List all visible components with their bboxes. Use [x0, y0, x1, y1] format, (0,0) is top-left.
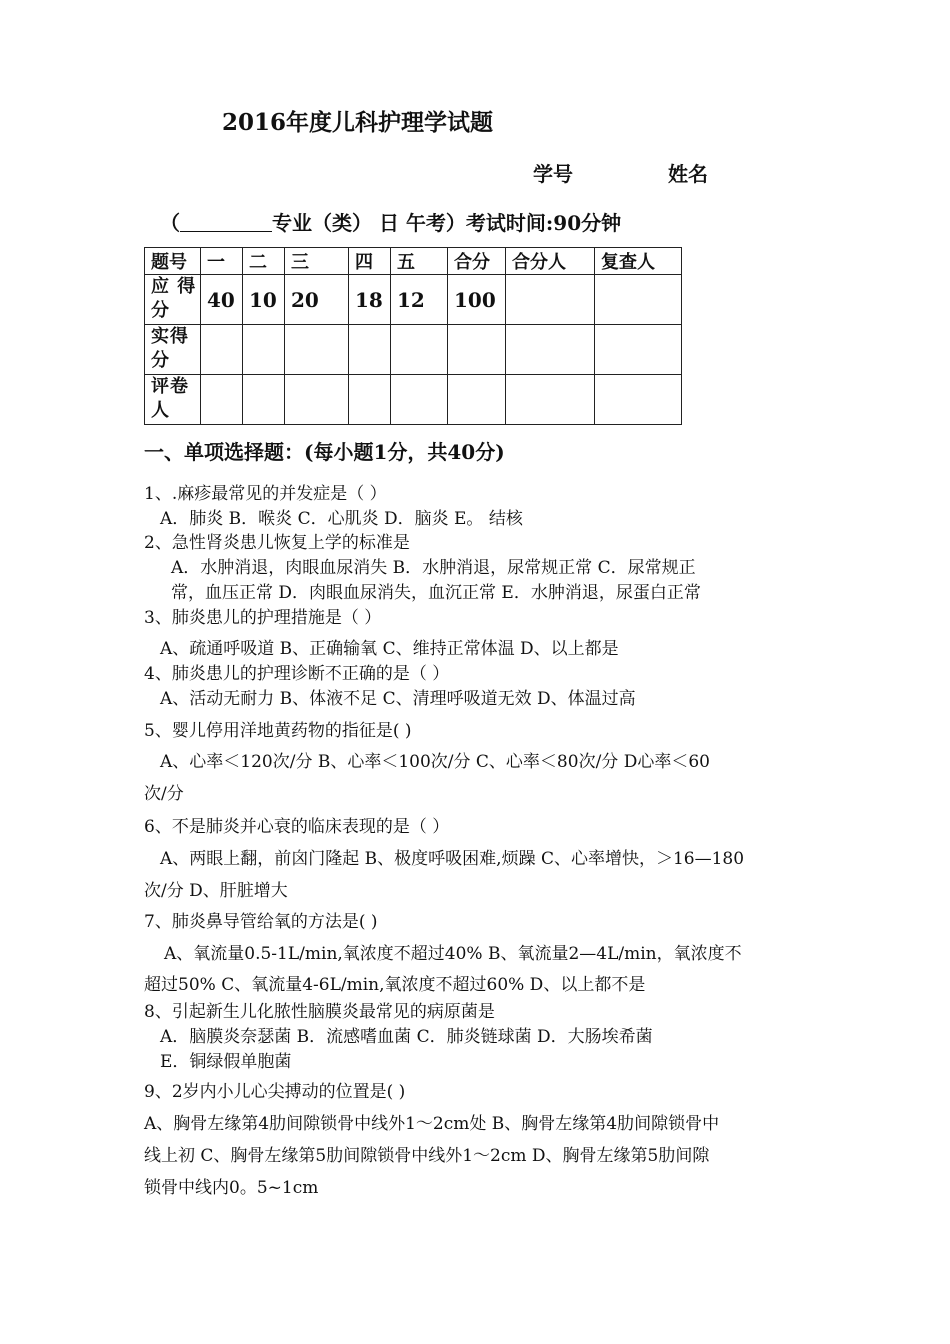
major-blank[interactable] [180, 211, 272, 232]
max-score-row [145, 275, 682, 325]
header-cell: 合分人 [506, 248, 595, 275]
header-cell: 题号 [145, 248, 201, 275]
question-stem: 8、引起新生儿化脓性脑膜炎最常见的病原菌是 [144, 1002, 495, 1022]
score-cell [506, 325, 595, 375]
row-label: 实得 分 [145, 325, 201, 375]
score-cell [285, 375, 349, 425]
question-stem: 7、肺炎鼻导管给氧的方法是( ) [144, 912, 378, 932]
student-id-label: 学号 [533, 162, 573, 186]
question-stem: 4、肺炎患儿的护理诊断不正确的是（ ） [144, 664, 450, 684]
question-options: A．肺炎 B．喉炎 C．心肌炎 D．脑炎 E。 结核 [160, 509, 523, 529]
max-score-cell: 10 [243, 275, 285, 325]
question-options: 超过50% C、氧流量4-6L/min,氧浓度不超过60% D、以上都不是 [144, 975, 646, 995]
score-cell [349, 375, 391, 425]
header-cell: 二 [243, 248, 285, 275]
score-cell [448, 375, 506, 425]
score-cell [595, 375, 682, 425]
score-cell [448, 325, 506, 375]
question-options: A、心率＜120次/分 B、心率＜100次/分 C、心率＜80次/分 D心率＜60 [160, 752, 710, 772]
header-cell: 复查人 [595, 248, 682, 275]
question-stem: 3、肺炎患儿的护理措施是（ ） [144, 608, 382, 628]
question-options: 次/分 [144, 784, 184, 804]
question-options: 次/分 D、肝脏增大 [144, 881, 288, 901]
question-options: 锁骨中线内0。5~1cm [144, 1178, 319, 1198]
question-options: A、胸骨左缘第4肋间隙锁骨中线外1～2cm处 B、胸骨左缘第4肋间隙锁骨中 [144, 1114, 720, 1134]
actual-score-row [145, 325, 682, 375]
question-options: A、氧流量0.5-1L/min,氧浓度不超过40% B、氧流量2—4L/min，氧浓度不 [164, 944, 742, 964]
score-cell [391, 325, 448, 375]
header-cell: 四 [349, 248, 391, 275]
score-cell [506, 275, 595, 325]
row-label: 应 得 分 [145, 275, 201, 325]
score-cell [595, 325, 682, 375]
grader-row [145, 375, 682, 425]
question-options: 常，血压正常 D．肉眼血尿消失，血沉正常 E．水肿消退，尿蛋白正常 [171, 583, 701, 603]
question-stem: 6、不是肺炎并心衰的临床表现的是（ ） [144, 817, 450, 837]
score-cell [201, 375, 243, 425]
header-cell: 三 [285, 248, 349, 275]
question-stem: 2、急性肾炎患儿恢复上学的标准是 [144, 533, 410, 553]
section-heading: 一、单项选择题：(每小题1分，共40分) [144, 440, 505, 464]
score-table [144, 247, 682, 425]
question-stem: 5、婴儿停用洋地黄药物的指征是( ) [144, 721, 412, 741]
question-options: A．水肿消退，肉眼血尿消失 B．水肿消退，尿常规正常 C．尿常规正 [171, 558, 696, 578]
row-label: 评卷 人 [145, 375, 201, 425]
score-cell [391, 375, 448, 425]
max-score-cell: 40 [201, 275, 243, 325]
name-label: 姓名 [668, 162, 708, 186]
question-options: 线上初 C、胸骨左缘第5肋间隙锁骨中线外1～2cm D、胸骨左缘第5肋间隙 [144, 1146, 710, 1166]
score-cell [243, 325, 285, 375]
score-cell [243, 375, 285, 425]
score-table-header-row [145, 248, 682, 275]
score-cell [285, 325, 349, 375]
header-cell: 合分 [448, 248, 506, 275]
score-cell [349, 325, 391, 375]
score-cell [595, 275, 682, 325]
exam-info-text: 专业（类） 日 午考）考试时间:90分钟 [272, 211, 622, 235]
question-options: E．铜绿假单胞菌 [160, 1052, 292, 1072]
question-options: A、两眼上翻，前囟门隆起 B、极度呼吸困难,烦躁 C、心率增快，＞16—180 [160, 849, 745, 869]
question-options: A．脑膜炎奈瑟菌 B．流感嗜血菌 C．肺炎链球菌 D．大肠埃希菌 [160, 1027, 653, 1047]
header-cell: 一 [201, 248, 243, 275]
max-score-cell: 18 [349, 275, 391, 325]
exam-title: 2016年度儿科护理学试题 [222, 109, 494, 136]
score-cell [201, 325, 243, 375]
header-cell: 五 [391, 248, 448, 275]
max-score-cell: 12 [391, 275, 448, 325]
question-stem: 1、.麻疹最常见的并发症是（ ） [144, 484, 387, 504]
question-stem: 9、2岁内小儿心尖搏动的位置是( ) [144, 1082, 406, 1102]
max-score-cell: 100 [448, 275, 506, 325]
exam-info-line [160, 207, 621, 236]
question-options: A、疏通呼吸道 B、正确输氧 C、维持正常体温 D、以上都是 [160, 639, 619, 659]
question-options: A、活动无耐力 B、体液不足 C、清理呼吸道无效 D、体温过高 [160, 689, 636, 709]
max-score-cell: 20 [285, 275, 349, 325]
score-cell [506, 375, 595, 425]
exam-info-open: （ [160, 211, 180, 235]
